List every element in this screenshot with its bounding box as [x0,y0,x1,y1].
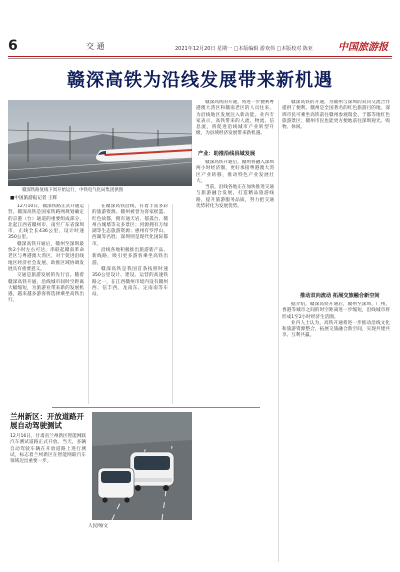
sidebox-text: 12月16日，甘肃省兰州新区智能网联汽车测试道路正式开放。当天，多辆自动驾驶车辆在开放道路上进行测试，标志着兰州新区在智能网联汽车领域迈出重要一步。 [10,434,87,465]
article-column-3-top [196,100,274,148]
header-rule-thin [8,58,392,59]
sidebox-title: 兰州新区：开放道路开展自动驾驶测试 [10,412,84,430]
column-rule [278,100,279,562]
section-title: 交 通 [86,42,105,51]
paragraph: 业内人士认为，高铁开通将进一步推动沿线文化和旅游资源整合，拓展交旅融合新空间，实现共建共享、互利共赢。 [282,320,390,339]
paragraph: 赣深高铁的开通，为赣州与深圳的双向交流合作提供了便利。赣州是全国著名的红色旅游目的地，深圳市民可乘坐高铁前往赣州参观瑞金、于都等地红色旅游景区；赣州市民也能更方便地前往深圳观光、购物、休闲。 [282,100,390,131]
page-number: 6 [8,38,18,54]
reporter-byline: ■中国旅游报记者 王辉 [10,196,58,201]
autonomous-bus-photo [92,412,260,562]
sidebox-rule [52,407,260,408]
sidebox [10,412,86,465]
article-column-4-top [282,100,390,290]
paragraph: 12月10日，赣深铁路正式开通运营。赣深高铁是国家铁路网规划确定的京港（台）通道的重要组成部分，北起江西省赣州市，南至广东省深圳市，正线全长436公里，设计时速350公里。 [8,204,84,241]
paragraph: 交通是旅游发展的先行官。随着赣深高铁开通，沿线城市间时空距离大幅缩短，为旅游业带来新的发展机遇，越来越多游客将选择乘坐高铁出行。 [8,273,84,304]
paragraph: 赣深高铁开通后，赣州将融入深圳两小时经济圈，更好承接粤港澳大湾区产业转移，推动特色产业发展壮大。 [196,160,274,184]
article-column-4 [282,302,390,562]
subhead-industry: 产业：助推沿线县域发展 [198,151,256,157]
column-rule [88,204,89,404]
column-rule [172,204,173,404]
page-header [0,0,400,58]
train-photo [8,100,192,186]
sidebox-credit: 人民网/文 [88,524,108,529]
paragraph: 在赣深高铁沿线，有着丰富多彩的旅游资源。赣州被誉为客家摇篮、红色故都，拥有通天岩、郁孤台、赣州古城墙等众多景区；河源拥有万绿湖等生态旅游资源；惠州有罗浮山、西湖等名胜；深圳则是现代化国际都市。 [92,204,168,247]
headline: 赣深高铁为沿线发展带来新机遇 [67,70,333,91]
paragraph: 沿线各地积极推出旅游新产品、新线路，吸引更多游客乘坐高铁出游。 [92,248,168,266]
paragraph: 据介绍，赣深高铁开通后，赣州至深圳、广州、香港等城市之间的时空距离进一步缩短，沿线城市将形成1至2小时经济生活圈。 [282,302,390,320]
paragraph: 赣深高铁是我国首条按照时速350公里设计、建设、运营的高速铁路之一，在江西赣州市境内设有赣州西、信丰西、龙南东、定南南等车站。 [92,266,168,298]
paragraph: 赣深高铁的开通，将进一步便利粤港澳大湾区和赣南老区的人员往来，为沿线地区发展注入新动能。业内专家表示，高铁带来的人流、物流、信息流，将促进沿线城市产业转型升级，为县域经济发展带来新机遇。 [196,100,274,137]
paragraph: 赣深高铁开通后，赣州至深圳最快2小时左右可达，串联起赣南革命老区与粤港澳大湾区，对于促进沿线地区经济社会发展、助推区域协调发展具有重要意义。 [8,241,84,272]
dateline: 2021年12月20日 星期一 □本版编辑 游欢伟 □本版校对 陈亚 [175,46,313,52]
article-column-2 [92,204,168,404]
article-column-1 [8,204,84,404]
paragraph: 当前，沿线各地正在加快推进交通与旅游融合发展，打造精品旅游线路，提升旅游服务品质，努力把交通优势转化为发展优势。 [196,185,274,210]
photo-caption: 赣深铁路复线下周开始运行，中铁电气化局集团供图 [22,188,123,193]
subhead-exchange: 推动双向流动 拓展交旅融合新空间 [300,293,380,299]
masthead-logo: 中国旅游报 [338,42,388,53]
header-rule [8,56,392,57]
